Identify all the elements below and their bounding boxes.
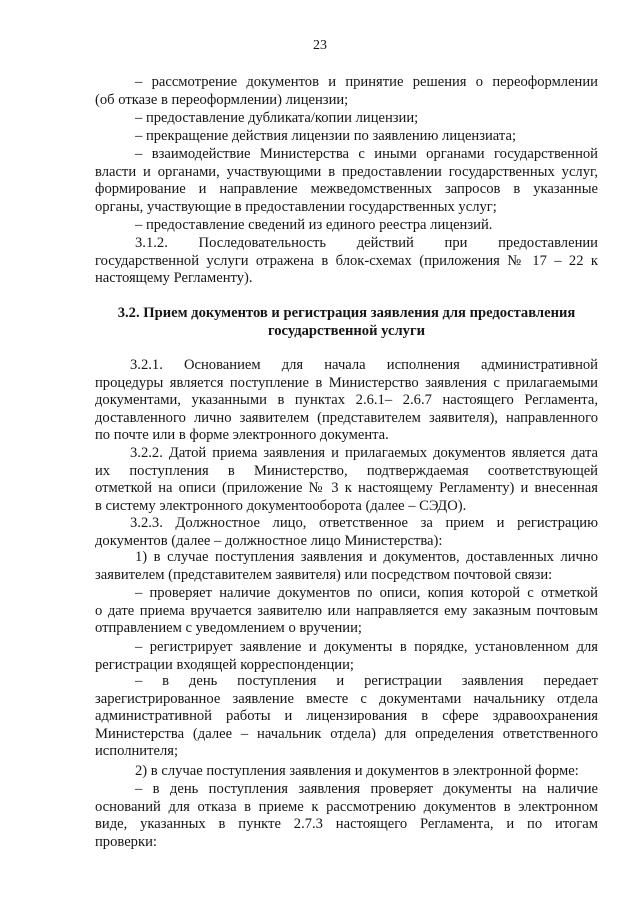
paragraph xyxy=(95,639,598,674)
paragraph xyxy=(95,235,598,288)
paragraph xyxy=(95,585,598,638)
text-line: 3.2.3. Должностное лицо, ответственное за прием и регистрацию xyxy=(130,515,598,531)
text-line: отправлением с уведомлением о вручении; xyxy=(95,620,362,637)
text-line: административной работы и лицензирования в сфере здравоохранения xyxy=(95,708,598,725)
text-line: – предоставление сведений из единого реестра лицензий. xyxy=(135,217,493,233)
text-line: по почте или в форме электронного документа. xyxy=(95,427,389,444)
text-line: государственной услуги отражена в блок-схемах (приложения № 17 – 22 к xyxy=(95,252,598,269)
text-line: проверки: xyxy=(95,833,157,850)
section-heading xyxy=(95,305,598,340)
text-line: исполнителя; xyxy=(95,743,179,760)
text-line: доставленного лично заявителем (представителем заявителя), направленного xyxy=(95,409,598,426)
text-line: органы, участвующие в предоставлении государственных услуг; xyxy=(95,198,497,215)
paragraph xyxy=(95,357,598,445)
text-line: – проверяет наличие документов по описи, копия которой с отметкой xyxy=(135,585,598,601)
text-line: – прекращение действия лицензии по заявлению лицензиата; xyxy=(135,128,516,144)
paragraph xyxy=(95,781,598,851)
paragraph xyxy=(95,74,598,109)
text-line: 2) в случае поступления заявления и документов в электронной форме: xyxy=(135,763,579,779)
text-line: – взаимодействие Министерства с иными органами государственной xyxy=(135,146,598,162)
paragraph xyxy=(95,217,598,235)
text-line: регистрации входящей корреспонденции; xyxy=(95,656,354,673)
text-line: в систему электронного документооборота (далее – СЭДО). xyxy=(95,497,467,514)
text-line: 1) в случае поступления заявления и документов, доставленных лично xyxy=(135,549,598,565)
paragraph xyxy=(95,673,598,761)
text-line: процедуры является поступление в Министерство заявления с прилагаемыми xyxy=(95,374,598,391)
text-line: – регистрирует заявление и документы в порядке, установленном для xyxy=(135,639,598,655)
text-line: – предоставление дубликата/копии лицензии; xyxy=(135,110,419,126)
text-line: их поступления в Министерство, подтверждаемая соответствующей xyxy=(95,462,598,479)
text-line: 3.2.1. Основанием для начала исполнения административной xyxy=(130,357,598,373)
text-line: формирование и направление межведомственных запросов в указанные xyxy=(95,181,598,198)
text-line: документов (далее – должностное лицо Министерства): xyxy=(95,532,443,549)
text-line: 3.1.2. Последовательность действий при предоставлении xyxy=(135,235,598,251)
text-line: – в день поступления и регистрации заявления передает xyxy=(135,673,598,689)
paragraph xyxy=(95,515,598,550)
paragraph xyxy=(95,128,598,146)
paragraph xyxy=(95,445,598,515)
text-line: отметкой на описи (приложение № 3 к настоящему Регламенту) и внесенная xyxy=(95,480,598,497)
text-line: зарегистрированное заявление вместе с документами начальнику отдела xyxy=(95,690,598,707)
text-line: документами, указанными в пунктах 2.6.1– 2.6.7 настоящего Регламента, xyxy=(95,392,598,409)
text-line: – рассмотрение документов и принятие решения о переоформлении xyxy=(135,74,598,90)
text-line: о дате приема вручается заявителю или направляется ему заказным почтовым xyxy=(95,602,598,619)
paragraph xyxy=(95,146,598,216)
paragraph xyxy=(95,763,598,781)
text-line: заявителем (представителем заявителя) или посредством почтовой связи: xyxy=(95,566,553,583)
text-line: виде, указанных в пункте 2.7.3 настоящего Регламента, и по итогам xyxy=(95,816,598,833)
text-line: настоящему Регламенту). xyxy=(95,270,253,287)
text-line: Министерства (далее – начальник отдела) для определения ответственного xyxy=(95,725,598,742)
page-number: 23 xyxy=(313,38,327,53)
text-line: власти и органами, участвующими в предоставлении государственных услуг, xyxy=(95,163,598,180)
text-line: (об отказе в переоформлении) лицензии; xyxy=(95,91,349,108)
text-line: 3.2.2. Датой приема заявления и прилагаемых документов является дата xyxy=(130,445,598,461)
heading-line: государственной услуги xyxy=(267,322,426,339)
text-line: оснований для отказа в приеме к рассмотрению документов в электронном xyxy=(95,798,598,815)
paragraph xyxy=(95,110,598,128)
paragraph xyxy=(95,549,598,584)
text-line: – в день поступления заявления проверяет документы на наличие xyxy=(135,781,598,797)
heading-line: 3.2. Прием документов и регистрация заявления для предоставления xyxy=(117,305,576,321)
